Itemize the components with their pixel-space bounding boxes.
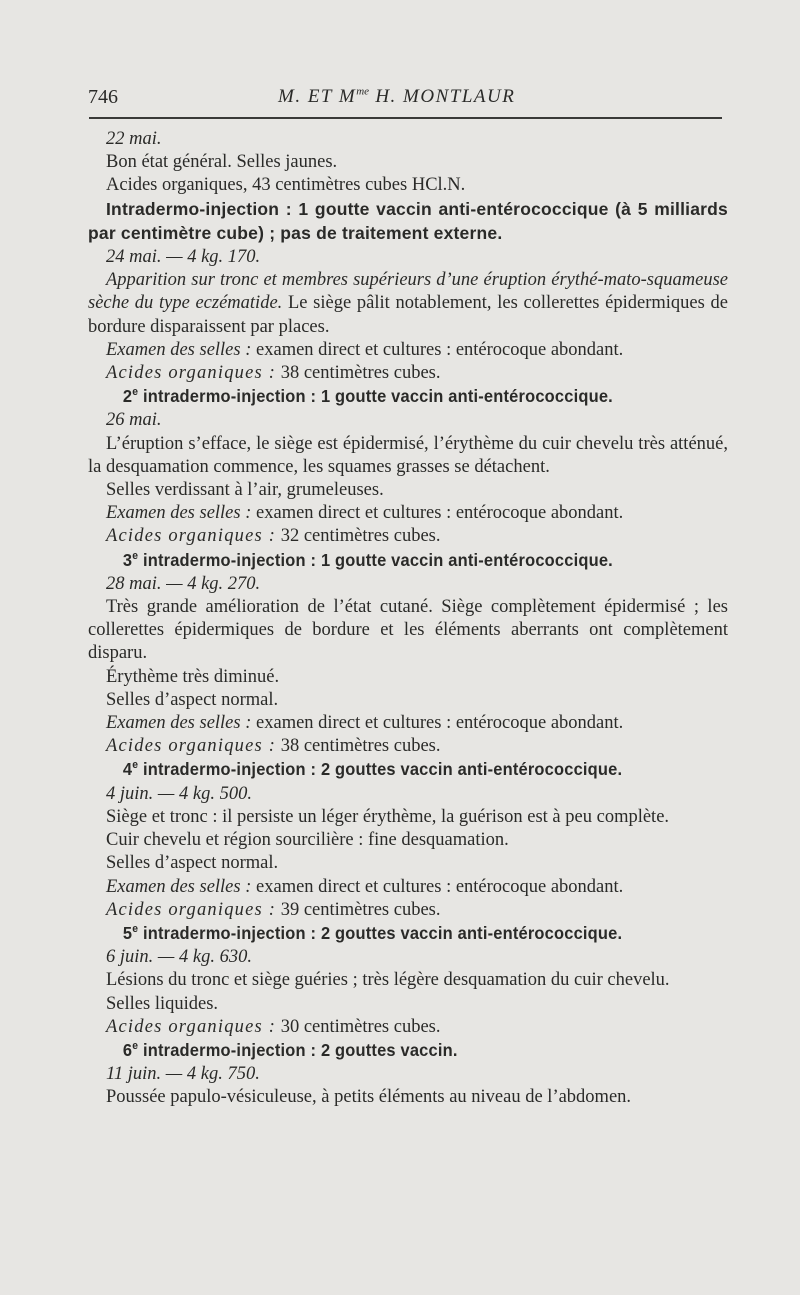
paragraph-text: Selles d’aspect normal. xyxy=(106,689,279,710)
ordinal-number: 3 xyxy=(122,549,133,570)
injection-line: Intradermo-injection : 1 goutte vaccin anti-entérococcique (à 5 milliards par centimètre cube) ; pas de traitement externe. xyxy=(88,198,728,243)
paragraph xyxy=(88,783,728,806)
italic-lead: Acides organiques : xyxy=(106,363,277,384)
date-weight-line: 11 juin. — 4 kg. 750. xyxy=(106,1064,260,1085)
paragraph xyxy=(88,993,728,1016)
paragraph xyxy=(88,573,728,596)
paragraph xyxy=(88,174,728,197)
paragraph xyxy=(88,596,728,666)
paragraph xyxy=(88,829,728,852)
ordinal-suffix: e xyxy=(132,386,139,399)
paragraph xyxy=(88,806,728,829)
running-head-suffix: H. MONTLAUR xyxy=(369,86,516,107)
paragraph xyxy=(88,1086,728,1109)
ordinal-number: 4 xyxy=(122,759,133,780)
paragraph-text: 32 centimètres cubes. xyxy=(276,526,441,547)
ordinal-number: 2 xyxy=(122,386,133,407)
injection-text: intradermo-injection : 2 gouttes vaccin anti-entérococcique. xyxy=(138,922,623,943)
paragraph-text: Selles d’aspect normal. xyxy=(106,853,279,874)
italic-lead: Apparition sur tronc et membres supérieurs d’une éruption érythé-mato-squameuse sèche du type eczématide. xyxy=(88,270,728,314)
paragraph xyxy=(88,409,728,432)
paragraph xyxy=(88,128,728,151)
italic-lead: Acides organiques : xyxy=(106,899,277,920)
paragraph-text: examen direct et cultures : entérocoque abondant. xyxy=(251,876,624,897)
paragraph-text: Cuir chevelu et région sourcilière : fine desquamation. xyxy=(106,830,509,851)
italic-lead: Examen des selles : xyxy=(106,713,252,734)
ordinal-suffix: e xyxy=(132,549,139,562)
injection-text: intradermo-injection : 1 goutte vaccin anti-entérococcique. xyxy=(138,549,613,570)
paragraph xyxy=(88,758,728,782)
injection-text: intradermo-injection : 2 gouttes vaccin anti-entérococcique. xyxy=(138,759,623,780)
paragraph xyxy=(88,502,728,525)
date-weight-line: 4 juin. — 4 kg. 500. xyxy=(106,783,252,804)
injection-line xyxy=(106,758,622,781)
paragraph-text: Lésions du tronc et siège guéries ; très légère desquamation du cuir chevelu. xyxy=(106,970,670,991)
paragraph-text: 38 centimètres cubes. xyxy=(276,363,441,384)
paragraph-text: Très grande amélioration de l’état cutané. Siège complètement épidermisé ; les collerettes épidermiques de bordure et les éléments aberrants ont complètement disparu. xyxy=(88,597,728,664)
italic-lead: Acides organiques : xyxy=(106,736,277,757)
paragraph xyxy=(88,689,728,712)
paragraph-text: Acides organiques, 43 centimètres cubes HCl.N. xyxy=(106,175,466,196)
ordinal-suffix: e xyxy=(132,759,139,772)
paragraph-text: Poussée papulo-vésiculeuse, à petits éléments au niveau de l’abdomen. xyxy=(106,1087,632,1108)
injection-line xyxy=(106,385,613,408)
running-head-sup: me xyxy=(356,85,370,98)
paragraph xyxy=(88,969,728,992)
italic-lead: Acides organiques : xyxy=(106,526,277,547)
date-weight-line: 6 juin. — 4 kg. 630. xyxy=(106,947,252,968)
injection-line xyxy=(106,549,613,572)
paragraph xyxy=(88,1039,728,1063)
running-head-prefix: M. ET M xyxy=(278,86,357,107)
paragraph xyxy=(88,922,728,946)
paragraph xyxy=(88,1016,728,1039)
paragraph xyxy=(88,525,728,548)
paragraph xyxy=(88,549,728,573)
paragraph-text: Le siège pâlit notablement, les collerettes épidermiques de bordure disparaissent par places. xyxy=(88,293,728,337)
paragraph xyxy=(88,198,728,246)
paragraph xyxy=(88,269,728,339)
injection-text: intradermo-injection : 1 goutte vaccin anti-entérococcique. xyxy=(138,386,613,407)
paragraph-text: examen direct et cultures : entérocoque abondant. xyxy=(251,339,624,360)
page-number: 746 xyxy=(88,86,118,108)
date-weight-line: 24 mai. — 4 kg. 170. xyxy=(106,247,261,268)
paragraph xyxy=(88,433,728,479)
paragraph-text: Siège et tronc : il persiste un léger érythème, la guérison est à peu complète. xyxy=(106,806,670,827)
paragraph-text: L’éruption s’efface, le siège est épidermisé, l’érythème du cuir chevelu très atténué, la desquamation commence, les squames grasses se détachent. xyxy=(88,433,728,477)
paragraph xyxy=(88,735,728,758)
paragraph xyxy=(88,899,728,922)
ordinal-suffix: e xyxy=(132,923,139,936)
paragraph xyxy=(88,712,728,735)
injection-line xyxy=(106,1039,458,1062)
paragraph xyxy=(88,362,728,385)
paragraph-text: examen direct et cultures : entérocoque abondant. xyxy=(251,713,624,734)
paragraph xyxy=(88,339,728,362)
injection-line xyxy=(106,922,622,945)
paragraph xyxy=(88,666,728,689)
paragraph-text: Bon état général. Selles jaunes. xyxy=(106,152,338,173)
ordinal-number: 5 xyxy=(122,922,133,943)
date-heading: 26 mai. xyxy=(106,410,162,431)
paragraph xyxy=(88,385,728,409)
italic-lead: Examen des selles : xyxy=(106,876,252,897)
paragraph-text: 39 centimètres cubes. xyxy=(276,899,441,920)
injection-text: intradermo-injection : 2 gouttes vaccin. xyxy=(138,1039,458,1060)
date-weight-line: 28 mai. — 4 kg. 270. xyxy=(106,573,261,594)
italic-lead: Examen des selles : xyxy=(106,503,252,524)
paragraph xyxy=(88,852,728,875)
page-header xyxy=(88,82,722,112)
paragraph xyxy=(88,246,728,269)
italic-lead: Acides organiques : xyxy=(106,1016,277,1037)
paragraph xyxy=(88,151,728,174)
page-body xyxy=(88,128,728,1110)
paragraph-text: Érythème très diminué. xyxy=(106,666,280,687)
paragraph xyxy=(88,946,728,969)
header-rule xyxy=(89,117,722,119)
paragraph-text: Selles liquides. xyxy=(106,993,219,1014)
paragraph xyxy=(88,479,728,502)
paragraph-text: 30 centimètres cubes. xyxy=(276,1016,441,1037)
date-heading: 22 mai. xyxy=(106,129,162,149)
ordinal-number: 6 xyxy=(122,1039,133,1060)
ordinal-suffix: e xyxy=(132,1040,139,1053)
paragraph-text: examen direct et cultures : entérocoque abondant. xyxy=(251,503,624,524)
paragraph xyxy=(88,876,728,899)
running-head xyxy=(278,86,515,108)
paragraph-text: Selles verdissant à l’air, grumeleuses. xyxy=(106,480,384,501)
paragraph-text: 38 centimètres cubes. xyxy=(276,736,441,757)
italic-lead: Examen des selles : xyxy=(106,339,252,360)
paragraph xyxy=(88,1063,728,1086)
